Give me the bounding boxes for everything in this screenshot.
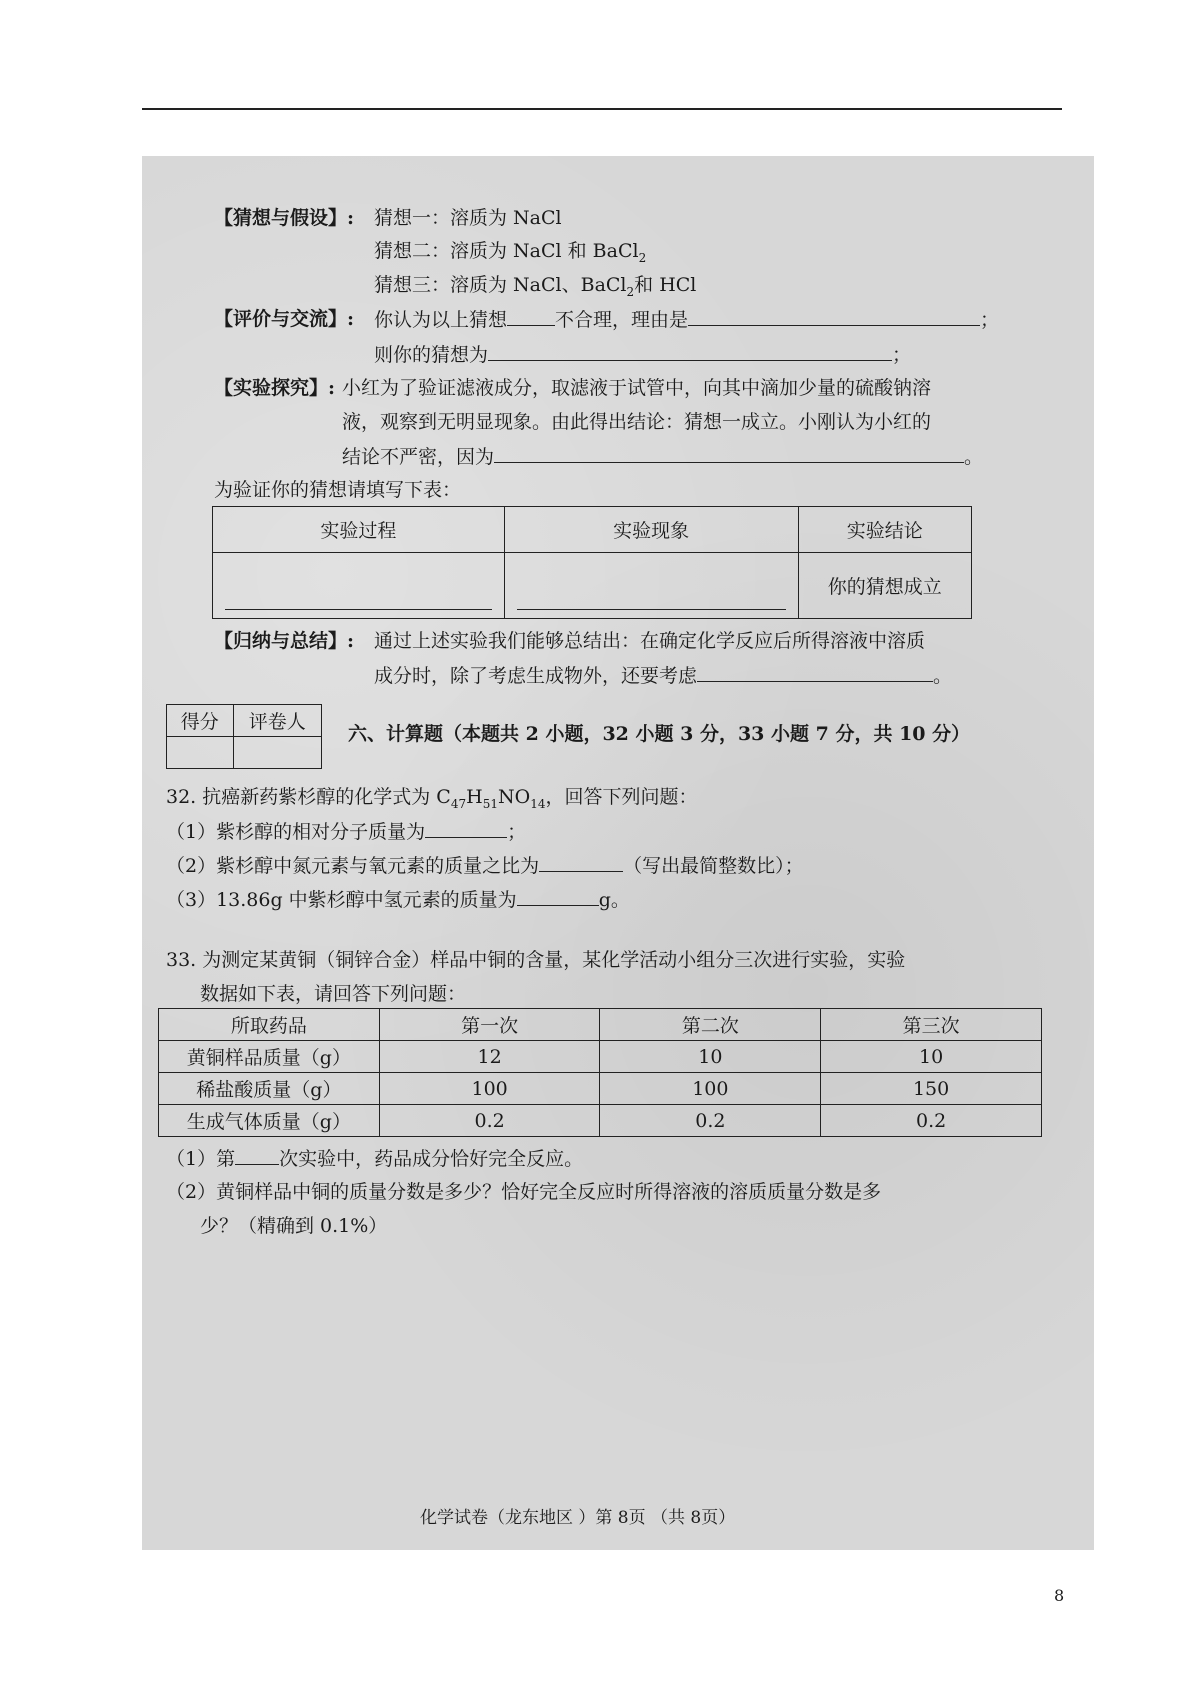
table-cell: 生成气体质量（g） (159, 1105, 380, 1137)
answer-blank[interactable] (507, 307, 555, 326)
q32-part-2: （2）紫杉醇中氮元素与氧元素的质量之比为 （写出最简整数比）； (166, 855, 804, 877)
explore-label: 【实验探究】: (214, 377, 336, 399)
hypothesis-1: 猜想一：溶质为 NaCl (374, 207, 562, 229)
table-header: 所取药品 (159, 1009, 380, 1041)
data-table (158, 1008, 1042, 1137)
table-cell: 0.2 (821, 1105, 1042, 1137)
table-row (159, 1105, 1042, 1137)
table-row (159, 1041, 1042, 1073)
page-footer: 化学试卷（龙东地区 ）第 8页 （共 8页） (420, 1508, 736, 1528)
q32-stem: 32. 抗癌新药紫杉醇的化学式为 $C_{47}H_{51}NO_{14}$，回答下列问题： (166, 786, 698, 811)
table-header: 第三次 (821, 1009, 1042, 1041)
table-cell: 100 (379, 1073, 600, 1105)
answer-blank[interactable] (517, 887, 599, 906)
table-cell: 0.2 (379, 1105, 600, 1137)
table-header: 实验结论 (798, 507, 971, 553)
q33-stem-2: 数据如下表，请回答下列问题： (200, 983, 467, 1005)
q32-part-3: （3）13.86g 中紫杉醇中氢元素的质量为 g。 (166, 889, 630, 911)
q33-stem-1: 33. 为测定某黄铜（铜锌合金）样品中铜的含量，某化学活动小组分三次进行实验，实验 (166, 949, 906, 971)
page-number: 8 (1054, 1586, 1065, 1605)
table-header: 实验过程 (213, 507, 505, 553)
table-cell: 0.2 (600, 1105, 821, 1137)
answer-blank[interactable] (235, 1146, 279, 1165)
answer-blank[interactable] (539, 853, 623, 872)
grader-cell[interactable] (233, 737, 321, 769)
table-header: 实验现象 (504, 507, 798, 553)
hypothesis-label: 【猜想与假设】: (214, 207, 355, 229)
q33-part-1: （1）第 次实验中，药品成分恰好完全反应。 (166, 1148, 584, 1170)
hypothesis-2: 猜想二：溶质为 NaCl 和 BaCl$_2$ (374, 240, 647, 265)
table-cell: 稀盐酸质量（g） (159, 1073, 380, 1105)
summary-line-2: 成分时，除了考虑生成物外，还要考虑 。 (374, 665, 953, 687)
grader-label: 评卷人 (233, 705, 321, 737)
table-header: 第一次 (379, 1009, 600, 1041)
table-header: 第二次 (600, 1009, 821, 1041)
fill-prompt: 为验证你的猜想请填写下表： (214, 479, 462, 501)
table-cell: 10 (600, 1041, 821, 1073)
summary-label: 【归纳与总结】: (214, 630, 355, 652)
answer-blank[interactable] (697, 663, 933, 682)
answer-blank[interactable] (494, 444, 964, 463)
summary-line-1: 通过上述实验我们能够总结出：在确定化学反应后所得溶液中溶质 (374, 630, 926, 652)
table-cell: 150 (821, 1073, 1042, 1105)
answer-blank[interactable] (488, 342, 892, 361)
explore-line-1: 小红为了验证滤液成分，取滤液于试管中，向其中滴加少量的硫酸钠溶 (342, 377, 932, 399)
answer-blank[interactable] (425, 819, 507, 838)
table-cell: 100 (600, 1073, 821, 1105)
header-rule (142, 108, 1062, 110)
conclusion-cell: 你的猜想成立 (798, 553, 971, 619)
q32-part-1: （1）紫杉醇的相对分子质量为 ； (166, 821, 527, 843)
score-label: 得分 (167, 705, 234, 737)
table-cell: 黄铜样品质量（g） (159, 1041, 380, 1073)
phenomenon-cell[interactable] (504, 553, 798, 619)
evaluate-line-1: 你认为以上猜想 不合理，理由是 ； (374, 309, 1000, 331)
q33-part-2a: （2）黄铜样品中铜的质量分数是多少？恰好完全反应时所得溶液的溶质质量分数是多 (166, 1181, 882, 1203)
table-row (159, 1073, 1042, 1105)
evaluate-line-2: 则你的猜想为 ； (374, 344, 912, 366)
scanned-page (142, 156, 1094, 1550)
section-6-title: 六、计算题（本题共 2 小题，32 小题 3 分，33 小题 7 分，共 10 分） (348, 723, 971, 745)
explore-line-3: 结论不严密，因为 。 (342, 446, 984, 468)
evaluate-label: 【评价与交流】: (214, 308, 355, 330)
process-cell[interactable] (213, 553, 505, 619)
answer-blank[interactable] (688, 307, 980, 326)
explore-line-2: 液，观察到无明显现象。由此得出结论：猜想一成立。小刚认为小红的 (342, 411, 932, 433)
table-cell: 12 (379, 1041, 600, 1073)
table-cell: 10 (821, 1041, 1042, 1073)
hypothesis-3: 猜想三：溶质为 NaCl、BaCl$_2$和 HCl (374, 274, 697, 299)
score-box (166, 704, 322, 769)
q33-part-2b: 少？（精确到 0.1%） (200, 1215, 388, 1237)
experiment-table (212, 506, 972, 619)
score-cell[interactable] (167, 737, 234, 769)
